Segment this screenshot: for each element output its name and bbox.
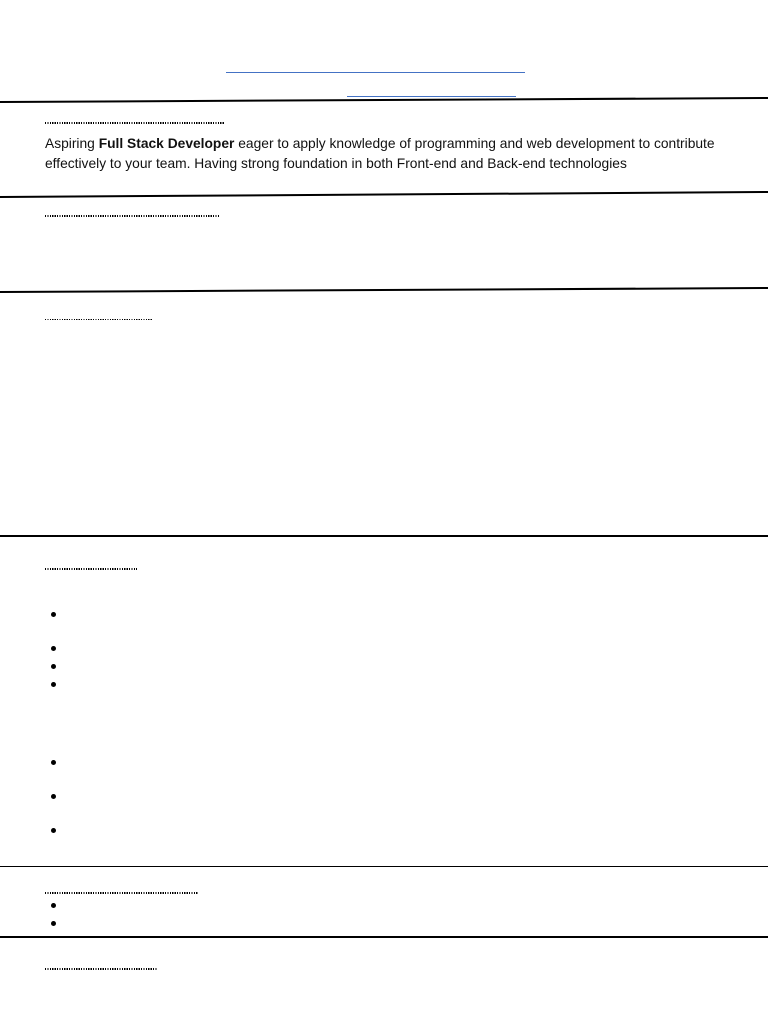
bullet-marker bbox=[51, 760, 56, 765]
summary-highlight: Full Stack Developer bbox=[98, 136, 235, 151]
summary-paragraph bbox=[45, 134, 715, 173]
bullet-marker bbox=[51, 828, 56, 833]
summary-line2: effectively to your team. Having strong foundation in both Front-end and Back-end technologies bbox=[45, 155, 627, 171]
section-5-heading-underline bbox=[45, 892, 198, 894]
contact-link-secondary[interactable] bbox=[347, 96, 516, 97]
summary-heading-underline bbox=[45, 122, 224, 124]
bullet-marker bbox=[51, 921, 56, 926]
divider-section-2 bbox=[0, 288, 768, 292]
bullet-marker bbox=[51, 794, 56, 799]
contact-link-primary[interactable] bbox=[226, 72, 525, 73]
bullet-marker bbox=[51, 682, 56, 687]
divider-header bbox=[0, 98, 768, 102]
bullet-marker bbox=[51, 646, 56, 651]
section-4-heading-underline bbox=[45, 568, 137, 570]
summary-line1-rest: eager to apply knowledge of programming and web development to contribute bbox=[234, 136, 715, 151]
divider-summary bbox=[0, 192, 768, 197]
section-2-heading-underline bbox=[45, 215, 220, 217]
summary-lead: Aspiring bbox=[45, 136, 99, 151]
bullet-marker bbox=[51, 664, 56, 669]
section-3-heading-underline bbox=[45, 319, 153, 320]
bullet-marker bbox=[51, 612, 56, 617]
bullet-marker bbox=[51, 903, 56, 908]
section-6-heading-underline bbox=[45, 968, 157, 970]
